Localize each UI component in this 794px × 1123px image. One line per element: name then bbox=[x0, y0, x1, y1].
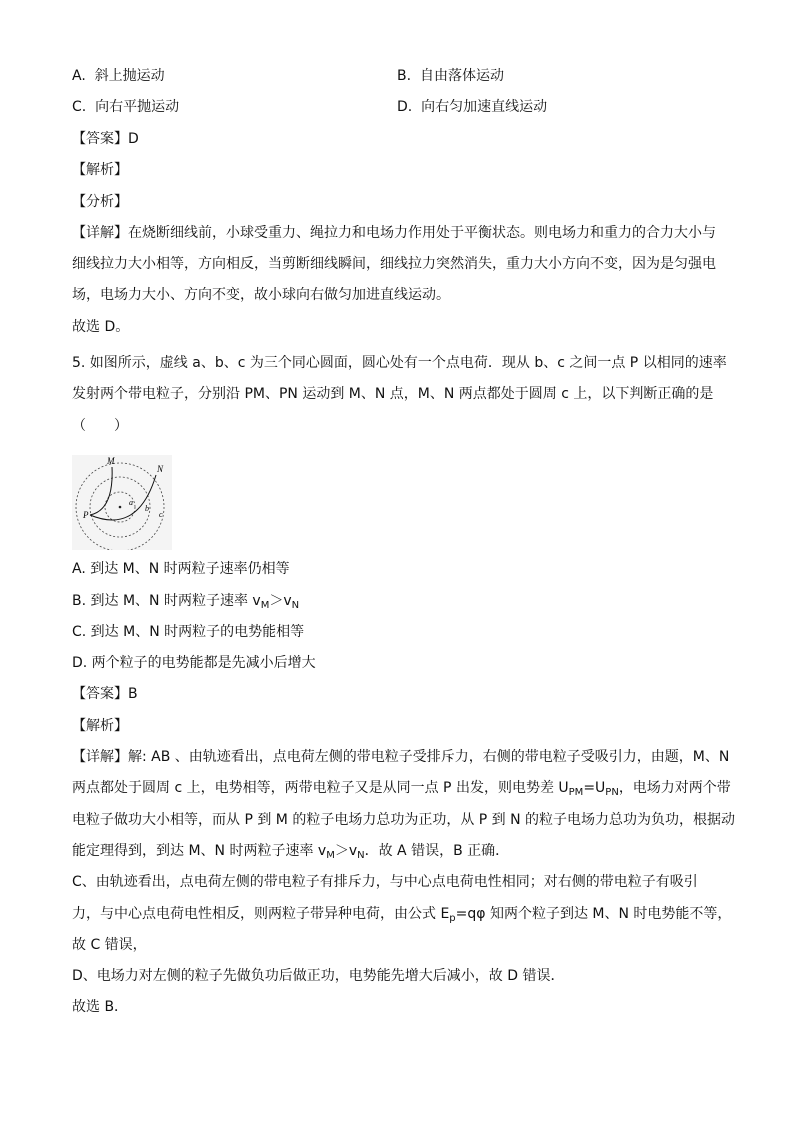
q5-detail-line: C、由轨迹看出，点电荷左侧的带电粒子有排斥力，与中心点电荷电性相同；对右侧的带电粒子有吸引 bbox=[72, 874, 698, 890]
option-text: 向右平抛运动 bbox=[95, 99, 180, 115]
subscript: PM bbox=[568, 787, 584, 798]
q5-analysis-title: 【解析】 bbox=[72, 718, 128, 734]
q5-detail-line: D、电场力对左侧的粒子先做负功后做正功，电势能先增大后减小，故 D 错误． bbox=[72, 968, 565, 984]
text-run: ．故 A 错误，B 正确． bbox=[364, 843, 510, 859]
q4-conclusion: 故选 D。 bbox=[72, 319, 130, 335]
option-text: B. 到达 M、N 时两粒子速率 v bbox=[72, 593, 261, 609]
option-text: 自由落体运动 bbox=[419, 68, 504, 84]
text-run: ＞v bbox=[334, 843, 358, 859]
subscript: N bbox=[357, 850, 365, 861]
subscript: N bbox=[291, 600, 300, 611]
q4-detail-line: 场，电场力大小、方向不变，故小球向右做匀加进直线运动。 bbox=[72, 287, 450, 303]
text-run: ，电场力对两个带 bbox=[618, 780, 731, 796]
q5-option-d: D. 两个粒子的电势能都是先减小后增大 bbox=[72, 655, 316, 671]
q5-option-c: C. 到达 M、N 时两粒子的电势能相等 bbox=[72, 624, 305, 640]
label-p: P bbox=[83, 510, 89, 520]
q5-detail-line: 【详解】解: AB 、由轨迹看出，点电荷左侧的带电粒子受排斥力，右侧的带电粒子受吸引力，由题，M、N bbox=[72, 749, 730, 765]
q5-answer: 【答案】B bbox=[72, 686, 138, 702]
q5-option-b bbox=[72, 591, 299, 611]
q5-stem-line: 5. 如图所示，虚线 a、b、c 为三个同心圆面，圆心处有一个点电荷．现从 b、c 之间一点 P 以相同的速率 bbox=[72, 355, 727, 371]
label-n: N bbox=[157, 464, 164, 474]
q5-detail-line bbox=[72, 841, 509, 861]
label-m: M bbox=[107, 456, 115, 466]
q5-option-a: A. 到达 M、N 时两粒子速率仍相等 bbox=[72, 561, 290, 577]
label-b: b bbox=[145, 504, 149, 513]
text-run: =U bbox=[583, 780, 606, 796]
option-label: D. bbox=[397, 99, 413, 115]
subscript: M bbox=[326, 850, 335, 861]
text-run: 两点都处于圆周 c 上，电势相等，两带电粒子又是从同一点 P 出发，则电势差 U bbox=[72, 780, 569, 796]
option-text: 斜上抛运动 bbox=[94, 68, 165, 84]
point-charge bbox=[119, 506, 122, 509]
label-a: a bbox=[129, 498, 133, 507]
subscript: PN bbox=[605, 787, 619, 798]
q5-detail-line: 故 C 错误， bbox=[72, 937, 147, 953]
option-text: 向右匀加速直线运动 bbox=[421, 99, 548, 115]
q4-analysis-title: 【解析】 bbox=[72, 162, 128, 178]
option-label: C. bbox=[72, 99, 87, 115]
text-run: 力，与中心点电荷电性相反，则两粒子带异种电荷，由公式 E bbox=[72, 906, 450, 922]
q4-option-a bbox=[72, 66, 165, 86]
q5-conclusion: 故选 B． bbox=[72, 999, 129, 1015]
option-text: ＞v bbox=[269, 593, 292, 609]
q5-detail-line bbox=[72, 904, 731, 924]
q5-stem-line: （ ） bbox=[72, 418, 128, 434]
q5-stem-line: 发射两个带电粒子，分别沿 PM、PN 运动到 M、N 点，M、N 两点都处于圆周 c 上，以下判断正确的是 bbox=[72, 386, 714, 402]
q5-detail-line: 电粒子做功大小相等，而从 P 到 M 的粒子电场力总功为正功，从 P 到 N 的粒子电场力总功为负功，根据动 bbox=[72, 812, 736, 828]
q5-detail-line bbox=[72, 778, 731, 798]
subscript: M bbox=[260, 600, 270, 611]
q4-detail-line: 细线拉力大小相等，方向相反，当剪断细线瞬间，细线拉力突然消失，重力大小方向不变，因为是匀强电 bbox=[72, 256, 716, 272]
text-run: =qφ 知两个粒子到达 M、N 时电势能不等， bbox=[455, 906, 732, 922]
subscript: p bbox=[449, 913, 456, 924]
q4-answer: 【答案】D bbox=[72, 131, 139, 147]
label-c: c bbox=[159, 510, 163, 519]
option-label: B. bbox=[397, 68, 412, 84]
q4-option-c bbox=[72, 97, 179, 117]
q4-fenxi: 【分析】 bbox=[72, 194, 128, 210]
q4-option-b bbox=[397, 66, 504, 86]
concentric-circles-figure bbox=[72, 455, 172, 550]
option-label: A. bbox=[72, 68, 86, 84]
q4-detail-line: 【详解】在烧断细线前，小球受重力、绳拉力和电场力作用处于平衡状态。则电场力和重力的合力大小与 bbox=[72, 225, 716, 241]
q4-option-d bbox=[397, 97, 547, 117]
text-run: 能定理得到，到达 M、N 时两粒子速率 v bbox=[72, 843, 327, 859]
